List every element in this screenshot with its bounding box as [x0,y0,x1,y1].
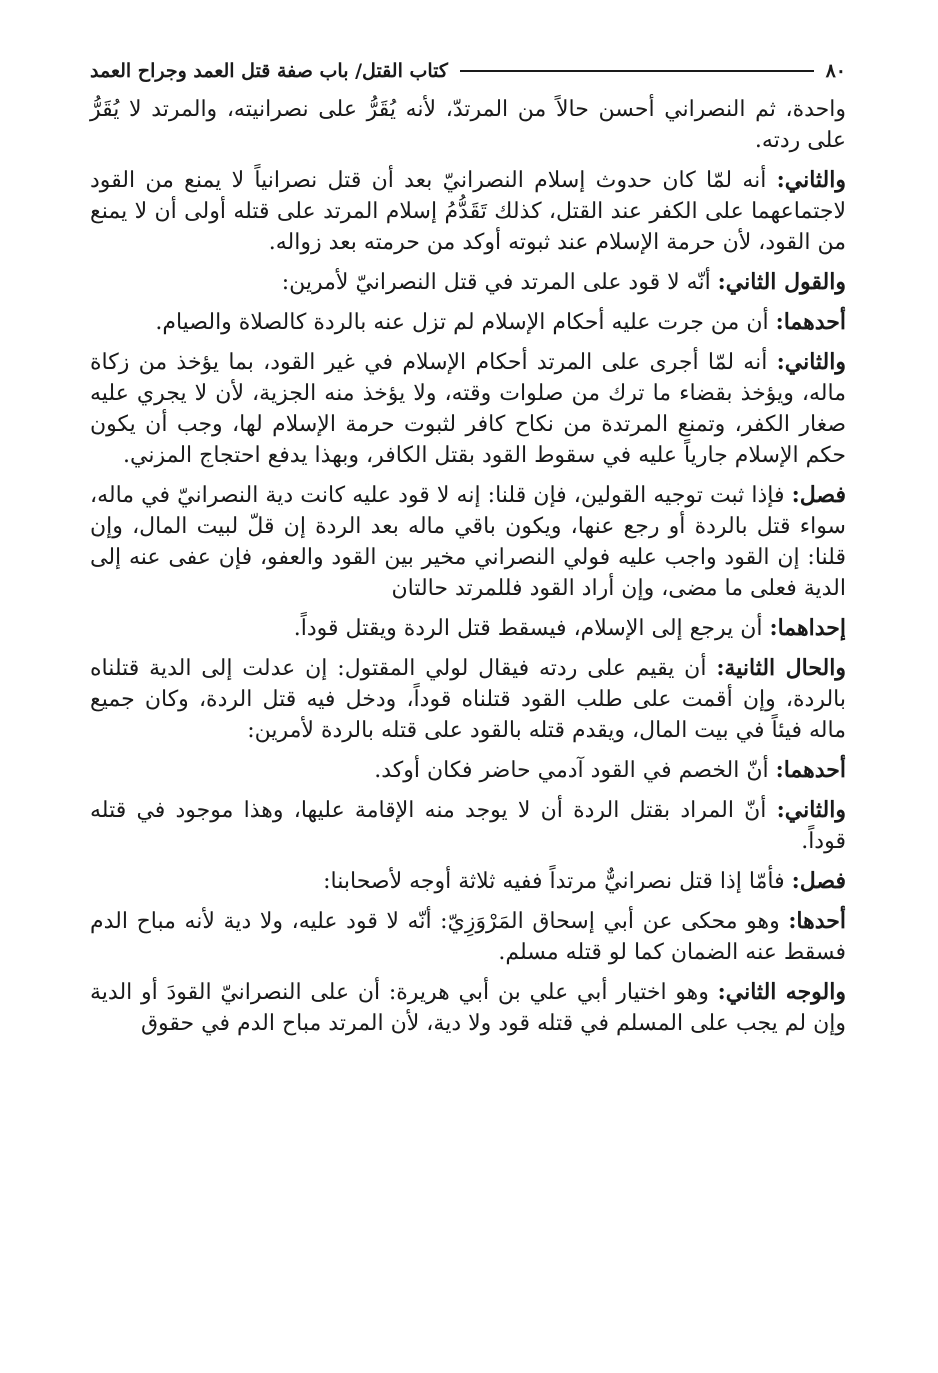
paragraph [90,347,846,471]
paragraph [90,94,846,156]
paragraph-lead: أحدها: [788,908,846,934]
paragraph-lead: والثاني: [776,797,846,823]
paragraph-lead: والحال الثانية: [716,655,846,681]
paragraph [90,755,846,786]
paragraph-text: فأمّا إذا قتل نصرانيٌّ مرتداً ففيه ثلاثة أوجه لأصحابنا: [323,869,792,894]
running-title: كتاب القتل/ باب صفة قتل العمد وجراح العمد [90,60,448,82]
paragraph [90,653,846,746]
paragraph [90,480,846,604]
paragraph [90,267,846,298]
paragraph-lead: والثاني: [776,167,846,193]
paragraph-lead: والقول الثاني: [717,269,846,295]
paragraph [90,977,846,1039]
paragraph-text: أن يقيم على ردته فيقال لولي المقتول: إن عدلت إلى الدية قتلناه بالردة، وإن أقمت على طلب القود قتلناه قوداً، ودخل فيه قتل الردة، وكان جميع ماله فيئاً في بيت المال، ويقدم قتله بالقود على قتله بالردة لأمرين: [90,656,846,743]
paragraph-text: أن من جرت عليه أحكام الإسلام لم تزل عنه بالردة كالصلاة والصيام. [155,310,776,335]
paragraph-text: أنه لمّا كان حدوث إسلام النصرانيّ بعد أن قتل نصرانياً لا يمنع من القود لاجتماعهما على الكفر عند القتل، كذلك تَقَدُّمُ إسلام المرتد على قتله أولى أن لا يمنع من القود، لأن حرمة الإسلام عند ثبوته أوكد من حرمته بعد زواله. [90,168,846,255]
paragraph-text: أنه لمّا أجرى على المرتد أحكام الإسلام في غير القود، بما يؤخذ من زكاة ماله، ويؤخذ بقضاء ما ترك من صلوات وقته، ولا يؤخذ منه الجزية، لأن لا يجري عليه صغار الكفر، وتمنع المرتدة من نكاح كافر لثبوت حرمة الإسلام لها، وجب أن يكون حكم الإسلام جارياً عليه في سقوط القود بقتل الكافر، وبهذا يدفع احتجاج المزني. [90,350,846,468]
paragraph-lead: إحداهما: [769,615,846,641]
paragraph-text: أنّه لا قود على المرتد في قتل النصرانيّ لأمرين: [281,270,718,295]
paragraph [90,307,846,338]
paragraph-text: فإذا ثبت توجيه القولين، فإن قلنا: إنه لا قود عليه كانت دية النصرانيّ في ماله، سواء قتل بالردة أو رجع عنها، ويكون باقي ماله بعد الردة إن قلّ لبيت المال، وإن قلنا: إن القود واجب عليه فولي النصراني مخير بين القود والعفو، فإن عفى عنه إلى الدية فعلى ما مضى، وإن أراد القود فللمرتد حالتان [90,483,846,601]
header-rule [460,70,814,72]
paragraph-text: أن يرجع إلى الإسلام، فيسقط قتل الردة ويقتل قوداً. [293,616,770,641]
paragraph-lead: فصل: [791,482,846,508]
document-page [90,48,846,1048]
paragraph [90,866,846,897]
paragraph-lead: والثاني: [776,349,846,375]
paragraph-text: أنّ الخصم في القود آدمي حاضر فكان أوكد. [374,758,776,783]
paragraph-lead: فصل: [791,868,846,894]
paragraph-lead: والوجه الثاني: [717,979,846,1005]
body-text [90,94,846,1039]
paragraph [90,906,846,968]
page-header [90,48,846,94]
paragraph-text: وهو محكى عن أبي إسحاق المَرْوَزِيّ: أنّه لا قود عليه، ولا دية لأنه مباح الدم فسقط عنه الضمان كما لو قتله مسلم. [90,909,846,965]
paragraph-text: واحدة، ثم النصراني أحسن حالاً من المرتدّ، لأنه يُقَرُّ على نصرانيته، والمرتد لا يُقَرُّ على ردته. [90,97,846,153]
page-number: ٨٠ [825,60,846,82]
paragraph [90,165,846,258]
paragraph [90,613,846,644]
paragraph-lead: أحدهما: [775,757,846,783]
paragraph-text: أنّ المراد بقتل الردة أن لا يوجد منه الإقامة عليها، وهذا موجود في قتله قوداً. [90,798,846,854]
paragraph-lead: أحدهما: [775,309,846,335]
paragraph [90,795,846,857]
paragraph-text: وهو اختيار أبي علي بن أبي هريرة: أن على النصرانيّ القودَ أو الدية وإن لم يجب على المسلم في قتله قود ولا دية، لأن المرتد مباح الدم في حقوق [90,980,846,1036]
